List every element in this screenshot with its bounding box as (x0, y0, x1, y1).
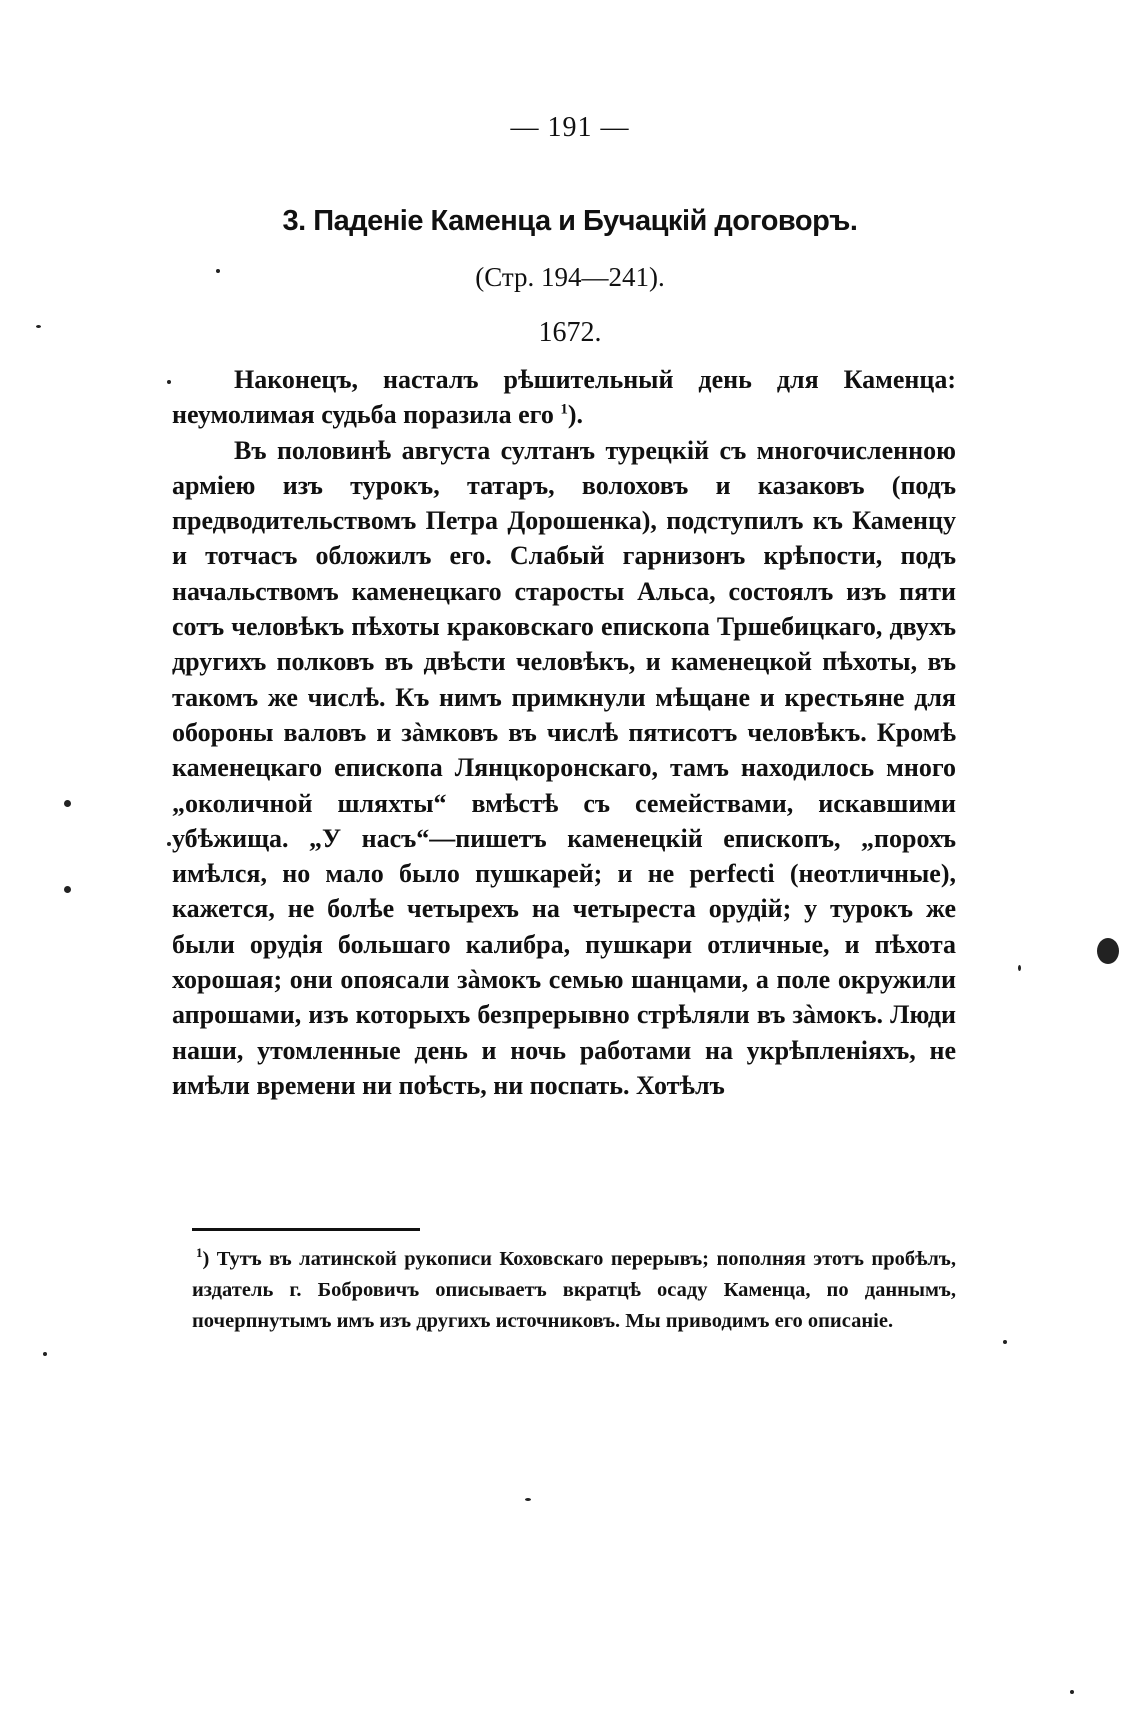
page-number: — 191 — (510, 112, 630, 143)
body-text (172, 362, 956, 1103)
footnote-text: ) Тутъ въ латинской рукописи Коховскаго перерывъ; пополняя этотъ пробѣлъ, издатель г. Бобровичъ описываетъ вкратцѣ осаду Каменца, по даннымъ, почерпнутымъ имъ изъ другихъ источниковъ. Мы приводимъ его описаніе. (192, 1248, 956, 1332)
scan-speck (216, 269, 220, 273)
scan-speck (167, 380, 171, 384)
paragraph-1 (172, 362, 956, 433)
scan-speck (64, 800, 71, 807)
scan-speck (1097, 938, 1119, 964)
scan-speck (525, 1498, 531, 1501)
footnote (192, 1244, 956, 1337)
year-heading: 1672. (538, 317, 602, 348)
scan-speck (1018, 965, 1021, 971)
paragraph-1-text: Наконецъ, насталъ рѣшительный день для Каменца: неумолимая судьба поразила его (172, 365, 956, 430)
scan-speck (1070, 1690, 1074, 1694)
scan-speck (43, 1352, 47, 1356)
scan-speck (167, 842, 171, 846)
scan-speck (1003, 1340, 1007, 1344)
page-range: (Стр. 194—241). (475, 262, 665, 292)
chapter-title: 3. Паденіе Каменца и Бучацкій договоръ. (282, 205, 858, 237)
paragraph-2: Въ половинѣ августа султанъ турецкій съ многочисленною арміею изъ турокъ, татаръ, волоховъ и казаковъ (подъ предводительствомъ Петра Дорошенка), подступилъ къ Каменцу и тотчасъ обложилъ его. Слабый гарнизонъ крѣпости, подъ начальствомъ каменецкаго старосты Альса, состоялъ изъ пяти сотъ человѣкъ пѣхоты краковскаго епископа Тршебицкаго, двухъ другихъ полковъ въ двѣсти человѣкъ, и каменецкой пѣхоты, въ такомъ же числѣ. Къ нимъ примкнули мѣщане и крестьяне для обороны валовъ и зàмковъ въ числѣ пятисотъ человѣкъ. Кромѣ каменецкаго епископа Лянцкоронскаго, тамъ находилось много „околичной шляхты“ вмѣстѣ съ семействами, искавшими убѣжища. „У насъ“—пишетъ каменецкій епископъ, „порохъ имѣлся, но мало было пушкарей; и не perfecti (неотличные), кажется, не болѣе четырехъ на четыреста орудій; у турокъ же были орудія большаго калибра, пушкари отличные, и пѣхота хорошая; они опоясали зàмокъ семью шанцами, а поле окружили апрошами, изъ которыхъ безпрерывно стрѣляли въ зàмокъ. Люди наши, утомленные день и ночь работами на укрѣпленіяхъ, не имѣли времени ни поѣсть, ни поспать. Хотѣлъ (172, 435, 956, 1100)
scan-speck (36, 325, 41, 328)
footnote-divider (192, 1228, 420, 1231)
paragraph-1-end: ). (567, 400, 584, 430)
footnote-reference: 1 (560, 401, 568, 418)
scan-speck (64, 886, 71, 893)
footnote-mark: 1 (196, 1245, 203, 1261)
